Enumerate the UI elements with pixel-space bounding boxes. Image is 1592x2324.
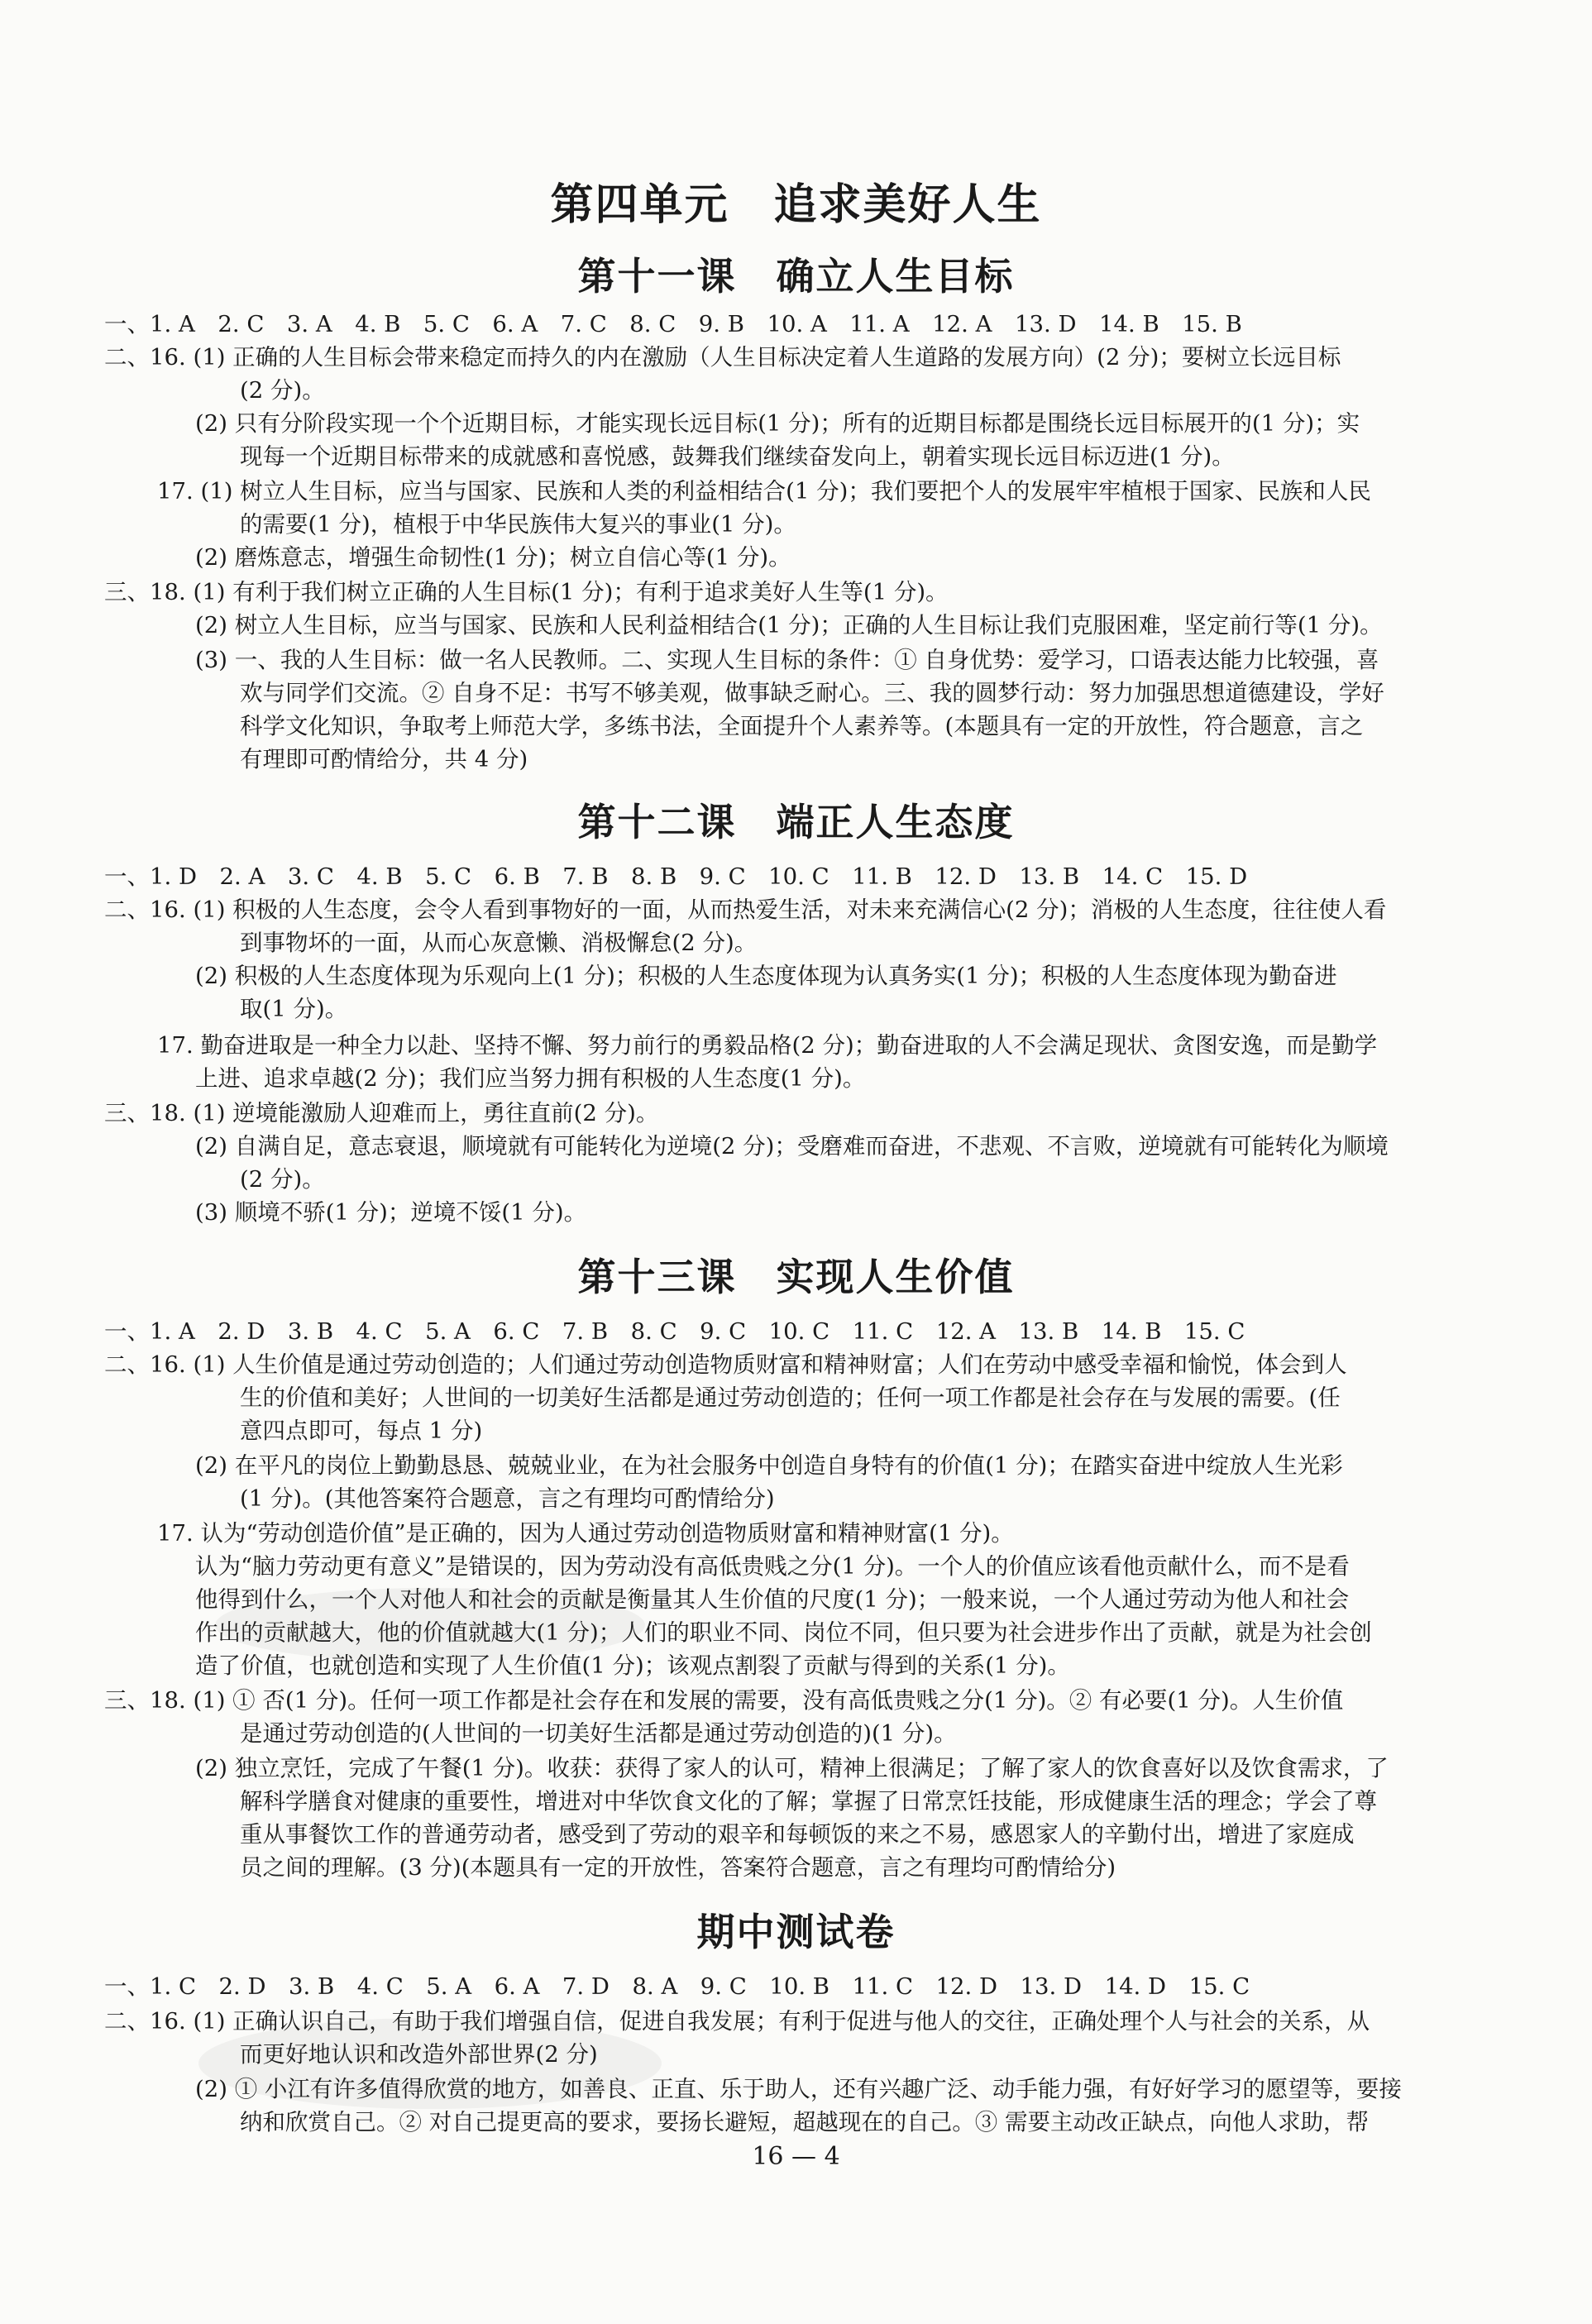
answer-line: (2) 只有分阶段实现一个个近期目标，才能实现长远目标(1 分)；所有的近期目标都是围绕长远目标展开的(1 分)；实 xyxy=(195,410,1360,437)
lesson-title: 第十三课 实现人生价值 xyxy=(577,1255,1015,1299)
answer-line: 一、1. C 2. D 3. B 4. C 5. A 6. A 7. D 8. A 9. C 10. B 11. C 12. D 13. D 14. D 15. C xyxy=(104,1973,1250,2000)
answer-line: (3) 顺境不骄(1 分)；逆境不馁(1 分)。 xyxy=(195,1199,587,1226)
answer-line: 员之间的理解。(3 分)(本题具有一定的开放性，答案符合题意，言之有理均可酌情给分) xyxy=(240,1854,1116,1881)
answer-line: 的需要(1 分)，植根于中华民族伟大复兴的事业(1 分)。 xyxy=(240,511,796,538)
answer-line: 重从事餐饮工作的普通劳动者，感受到了劳动的艰辛和每顿饭的来之不易，感恩家人的辛勤付出，增进了家庭成 xyxy=(240,1821,1355,1848)
answer-line: (2) 积极的人生态度体现为乐观向上(1 分)；积极的人生态度体现为认真务实(1 分)；积极的人生态度体现为勤奋进 xyxy=(195,963,1337,989)
answer-line: (2 分)。 xyxy=(240,377,325,404)
answer-line: 解科学膳食对健康的重要性，增进对中华饮食文化的了解；掌握了日常烹饪技能，形成健康生活的理念；学会了尊 xyxy=(240,1788,1377,1815)
answer-line: 取(1 分)。 xyxy=(240,996,348,1022)
answer-line: 纳和欣赏自己。② 对自己提更高的要求，要扬长避短，超越现在的自己。③ 需要主动改正缺点，向他人求助，帮 xyxy=(240,2109,1369,2135)
answer-line: 三、18. (1) 有利于我们树立正确的人生目标(1 分)；有利于追求美好人生等(1 分)。 xyxy=(104,579,949,605)
answer-line: 科学文化知识，争取考上师范大学，多练书法，全面提升个人素养等。(本题具有一定的开放性，符合题意，言之 xyxy=(240,713,1364,739)
answer-line: (2) ① 小江有许多值得欣赏的地方，如善良、正直、乐于助人，还有兴趣广泛、动手能力强，有好好学习的愿望等，要接 xyxy=(195,2076,1402,2102)
answer-line: 17. 勤奋进取是一种全力以赴、坚持不懈、努力前行的勇毅品格(2 分)；勤奋进取的人不会满足现状、贪图安逸，而是勤学 xyxy=(157,1032,1378,1059)
answer-line: 意四点即可，每点 1 分) xyxy=(240,1418,483,1444)
answer-line: 现每一个近期目标带来的成就感和喜悦感，鼓舞我们继续奋发向上，朝着实现长远目标迈进(1 分)。 xyxy=(240,443,1235,470)
answer-line: 是通过劳动创造的(人世间的一切美好生活都是通过劳动创造的)(1 分)。 xyxy=(240,1720,957,1747)
answer-line: 而更好地认识和改造外部世界(2 分) xyxy=(240,2041,598,2068)
answer-line: 一、1. A 2. C 3. A 4. B 5. C 6. A 7. C 8. C 9. B 10. A 11. A 12. A 13. D 14. B 15. B xyxy=(104,311,1242,337)
answer-line: 三、18. (1) ① 否(1 分)。任何一项工作都是社会存在和发展的需要，没有高低贵贱之分(1 分)。② 有必要(1 分)。人生价值 xyxy=(104,1687,1344,1714)
answer-line: 生的价值和美好；人世间的一切美好生活都是通过劳动创造的；任何一项工作都是社会存在与发展的需要。(任 xyxy=(240,1384,1341,1411)
answer-line: 17. (1) 树立人生目标，应当与国家、民族和人类的利益相结合(1 分)；我们要把个人的发展牢牢植根于国家、民族和人民 xyxy=(157,478,1371,504)
answer-line: 二、16. (1) 积极的人生态度，会令人看到事物好的一面，从而热爱生活，对未来充满信心(2 分)；消极的人生态度，往往使人看 xyxy=(104,897,1387,923)
page-number: 16 — 4 xyxy=(752,2142,840,2171)
answer-line: 二、16. (1) 正确认识自己，有助于我们增强自信，促进自我发展；有利于促进与他人的交往，正确处理个人与社会的关系，从 xyxy=(104,2008,1370,2035)
answer-line: 二、16. (1) 人生价值是通过劳动创造的；人们通过劳动创造物质财富和精神财富；人们在劳动中感受幸福和愉悦，体会到人 xyxy=(104,1351,1347,1378)
answer-line: (2 分)。 xyxy=(240,1166,325,1193)
answer-line: 作出的贡献越大，他的价值就越大(1 分)；人们的职业不同、岗位不同，但只要为社会进步作出了贡献，就是为社会创 xyxy=(195,1619,1372,1646)
answer-line: 有理即可酌情给分，共 4 分) xyxy=(240,746,528,772)
answer-line: 认为“脑力劳动更有意义”是错误的，因为劳动没有高低贵贱之分(1 分)。一个人的价值应该看他贡献什么，而不是看 xyxy=(195,1553,1350,1580)
lesson-title: 第十二课 端正人生态度 xyxy=(577,800,1015,844)
lesson-title: 第十一课 确立人生目标 xyxy=(577,254,1015,299)
answer-line: 二、16. (1) 正确的人生目标会带来稳定而持久的内在激励（人生目标决定着人生道路的发展方向）(2 分)；要树立长远目标 xyxy=(104,344,1341,371)
answer-line: (2) 在平凡的岗位上勤勤恳恳、兢兢业业，在为社会服务中创造自身特有的价值(1 分)；在踏实奋进中绽放人生光彩 xyxy=(195,1452,1343,1479)
answer-line: 造了价值，也就创造和实现了人生价值(1 分)；该观点割裂了贡献与得到的关系(1 分)。 xyxy=(195,1652,1070,1679)
answer-line: 一、1. A 2. D 3. B 4. C 5. A 6. C 7. B 8. C 9. C 10. C 11. C 12. A 13. B 14. B 15. C xyxy=(104,1318,1245,1345)
answer-line: 三、18. (1) 逆境能激励人迎难而上，勇往直前(2 分)。 xyxy=(104,1100,659,1126)
answer-line: (3) 一、我的人生目标：做一名人民教师。二、实现人生目标的条件：① 自身优势：爱学习，口语表达能力比较强，喜 xyxy=(195,647,1379,673)
answer-line: 上进、追求卓越(2 分)；我们应当努力拥有积极的人生态度(1 分)。 xyxy=(195,1065,866,1092)
answer-line: (1 分)。(其他答案符合题意，言之有理均可酌情给分) xyxy=(240,1485,775,1512)
answer-line: 17. 认为“劳动创造价值”是正确的，因为人通过劳动创造物质财富和精神财富(1 分)。 xyxy=(157,1520,1014,1547)
answer-line: 他得到什么，一个人对他人和社会的贡献是衡量其人生价值的尺度(1 分)；一般来说，一个人通过劳动为他人和社会 xyxy=(195,1586,1350,1613)
answer-line: (2) 磨炼意志，增强生命韧性(1 分)；树立自信心等(1 分)。 xyxy=(195,544,791,571)
answer-line: (2) 独立烹饪，完成了午餐(1 分)。收获：获得了家人的认可，精神上很满足；了解了家人的饮食喜好以及饮食需求，了 xyxy=(195,1755,1389,1781)
answer-line: 欢与同学们交流。② 自身不足：书写不够美观，做事缺乏耐心。三、我的圆梦行动：努力加强思想道德建设，学好 xyxy=(240,680,1384,706)
lesson-title: 期中测试卷 xyxy=(696,1910,896,1954)
answer-line: (2) 自满自足，意志衰退，顺境就有可能转化为逆境(2 分)；受磨难而奋进，不悲观、不言败，逆境就有可能转化为顺境 xyxy=(195,1133,1389,1160)
answer-line: 一、1. D 2. A 3. C 4. B 5. C 6. B 7. B 8. B 9. C 10. C 11. B 12. D 13. B 14. C 15. D xyxy=(104,863,1248,890)
answer-line: 到事物坏的一面，从而心灰意懒、消极懈怠(2 分)。 xyxy=(240,930,758,956)
answer-line: (2) 树立人生目标，应当与国家、民族和人民利益相结合(1 分)；正确的人生目标让我们克服困难，坚定前行等(1 分)。 xyxy=(195,612,1383,638)
unit-title: 第四单元 追求美好人生 xyxy=(550,180,1042,230)
